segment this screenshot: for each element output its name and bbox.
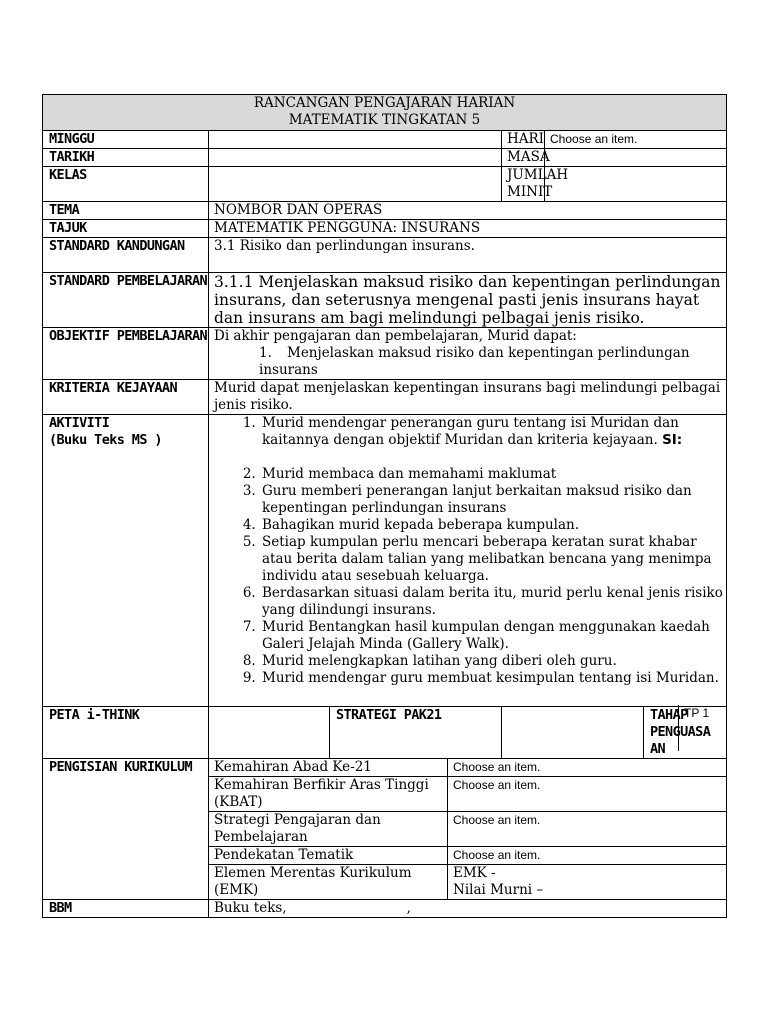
- aktiviti-label: [43, 415, 209, 707]
- kurikulum-label-3: Strategi Pengajaran dan Pembelajaran: [209, 812, 448, 847]
- kurikulum-table: [42, 758, 727, 918]
- minggu-value[interactable]: [209, 131, 502, 149]
- strategi-pak21-value[interactable]: [502, 707, 644, 759]
- aktiviti-item-3: 3. Guru memberi penerangan lanjut berkaitan maksud risiko dan kepentingan perlindungan insurans: [260, 483, 726, 517]
- aktiviti-spacer: [260, 449, 726, 466]
- title-cell: [43, 95, 727, 131]
- aktiviti-item-1: [260, 415, 726, 449]
- pengisian-kurikulum-label: PENGISIAN KURIKULUM: [43, 759, 209, 900]
- si-label: SI:: [662, 432, 683, 448]
- title-line-2: MATEMATIK TINGKATAN 5: [288, 112, 481, 128]
- tajuk-label: TAJUK: [43, 220, 209, 238]
- standard-kandungan-value: 3.1 Risiko dan perlindungan insurans.: [209, 238, 727, 273]
- minggu-label: MINGGU: [43, 131, 209, 149]
- aktiviti-item-7: 7. Murid Bentangkan hasil kumpulan dengan menggunakan kaedah Galeri Jelajah Minda (Gallery Walk).: [260, 619, 726, 653]
- kriteria-value: Murid dapat menjelaskan kepentingan insurans bagi melindungi pelbagai jenis risiko.: [209, 380, 727, 415]
- bbm-label: BBM: [43, 900, 209, 918]
- emk-cell: [448, 865, 727, 900]
- kriteria-label: KRITERIA KEJAYAAN: [43, 380, 209, 415]
- aktiviti-label-line-2: (Buku Teks MS ): [49, 432, 162, 448]
- objektif-item-text: Menjelaskan maksud risiko dan kepentingan perlindungan insurans: [259, 345, 690, 378]
- kurikulum-dropdown-2[interactable]: Choose an item.: [448, 777, 727, 812]
- tarikh-value[interactable]: [209, 149, 502, 167]
- tema-value: NOMBOR DAN OPERAS: [209, 202, 727, 220]
- kurikulum-label-2: Kemahiran Berfikir Aras Tinggi (KBAT): [209, 777, 448, 812]
- kurikulum-label-4: Pendekatan Tematik: [209, 847, 448, 865]
- kurikulum-label-1: Kemahiran Abad Ke-21: [209, 759, 448, 777]
- emk-label: Elemen Merentas Kurikulum (EMK): [209, 865, 448, 900]
- lesson-plan-sheet: [42, 94, 726, 918]
- objektif-label: OBJEKTIF PEMBELAJARAN: [43, 328, 209, 380]
- tajuk-value: MATEMATIK PENGGUNA: INSURANS: [209, 220, 727, 238]
- kurikulum-dropdown-4[interactable]: Choose an item.: [448, 847, 727, 865]
- standard-kandungan-label: STANDARD KANDUNGAN: [43, 238, 209, 273]
- aktiviti-item-4: 4. Bahagikan murid kepada beberapa kumpulan.: [260, 517, 726, 534]
- aktiviti-item-2: 2. Murid membaca dan memahami maklumat: [260, 466, 726, 483]
- bbm-cell: [209, 900, 727, 918]
- nilai-murni-value: Nilai Murni –: [453, 882, 544, 898]
- objektif-item-number: 1.: [259, 345, 272, 361]
- peta-ithink-label: PETA i-THINK: [43, 707, 209, 759]
- aktiviti-item-8: 8. Murid melengkapkan latihan yang diberi oleh guru.: [260, 653, 726, 670]
- title-line-1: RANCANGAN PENGAJARAN HARIAN: [253, 95, 516, 111]
- aktiviti-cell: [209, 415, 727, 707]
- masa-value[interactable]: [545, 149, 727, 167]
- tema-label: TEMA: [43, 202, 209, 220]
- masa-label: MASA: [502, 149, 545, 167]
- bbm-value: Buku teks,: [214, 900, 287, 916]
- jumlah-minit-value[interactable]: [545, 167, 727, 202]
- standard-pembelajaran-label: STANDARD PEMBELAJARAN: [43, 273, 209, 328]
- objektif-intro: Di akhir pengajaran dan pembelajaran, Murid dapat:: [214, 328, 577, 344]
- tarikh-label: TARIKH: [43, 149, 209, 167]
- kelas-label: KELAS: [43, 167, 209, 202]
- lesson-plan-table: [42, 94, 727, 759]
- aktiviti-item-9: 9. Murid mendengar guru membuat kesimpulan tentang isi Muridan.: [260, 670, 726, 687]
- aktiviti-item-5: 5. Setiap kumpulan perlu mencari beberapa keratan surat khabar atau berita dalam talian yang melibatkan bencana yang menimpa individu atau sesebuah keluarga.: [260, 534, 726, 585]
- hari-label: HARI: [502, 131, 545, 149]
- kelas-value[interactable]: [209, 167, 502, 202]
- emk-value: EMK -: [453, 865, 496, 881]
- aktiviti-item-6: 6. Berdasarkan situasi dalam berita itu, murid perlu kenal jenis risiko yang dilindungi insurans.: [260, 585, 726, 619]
- kurikulum-dropdown-1[interactable]: Choose an item.: [448, 759, 727, 777]
- peta-ithink-value[interactable]: [209, 707, 330, 759]
- hari-dropdown[interactable]: Choose an item.: [545, 131, 727, 149]
- objektif-cell: [209, 328, 727, 380]
- aktiviti-list: [214, 415, 726, 687]
- tahap-penguasaan-value[interactable]: TP 1: [678, 705, 726, 751]
- tahap-penguasaan-label: TAHAP PENGUASA AN: [644, 707, 727, 759]
- kurikulum-dropdown-3[interactable]: Choose an item.: [448, 812, 727, 847]
- jumlah-minit-label: JUMLAH MINIT: [502, 167, 545, 202]
- standard-pembelajaran-value: 3.1.1 Menjelaskan maksud risiko dan kepentingan perlindungan insurans, dan seterusnya mengenal pasti jenis insurans hayat dan insurans am bagi melindungi pelbagai jenis risiko.: [209, 273, 727, 328]
- bbm-comma: ,: [406, 900, 411, 916]
- objektif-item: [214, 345, 726, 379]
- aktiviti-label-line-1: AKTIVITI: [49, 415, 110, 431]
- strategi-pak21-label: STRATEGI PAK21: [330, 707, 502, 759]
- aktiviti-item-1-text: Murid mendengar penerangan guru tentang isi Muridan dan kaitannya dengan objektif Muridan dan kriteria kejayaan.: [262, 415, 679, 448]
